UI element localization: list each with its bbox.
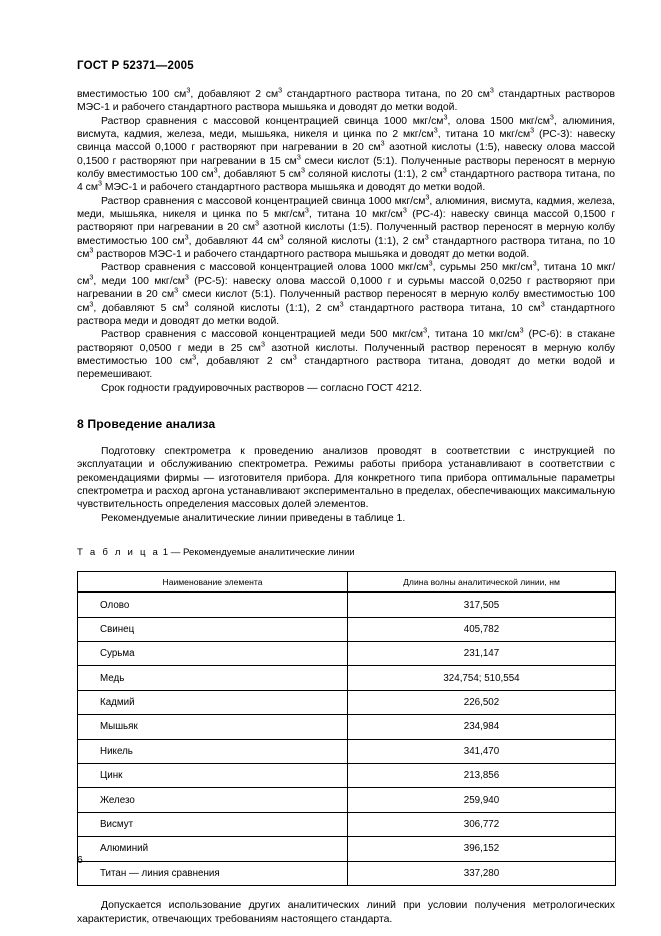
table-row	[78, 617, 616, 641]
text-run: , добавляют 44 см	[188, 235, 280, 247]
text-run: , титана 10 мкг/см	[77, 262, 615, 287]
table-row	[78, 592, 616, 617]
text-run: стандартного раствора меди и доводят до метки водой.	[77, 302, 615, 327]
table-caption-label: Т а б л и ц а	[77, 546, 161, 558]
text-run: , титана 10 мкг/см	[308, 209, 403, 221]
cell-wavelength: 396,152	[348, 837, 616, 861]
superscript-cubic: 3	[425, 192, 430, 202]
table-row	[78, 788, 616, 812]
column-header-element-name: Наименование элемента	[78, 572, 348, 593]
table-row	[78, 739, 616, 763]
spacer	[77, 525, 615, 547]
text-run: азотной кислоты. Полученный раствор переносят в мерную колбу вместимостью 100 см	[77, 342, 615, 367]
text-run: азотной кислоты (1:5), навеску олова массой 0,1500 г растворяют при нагревании в 15 см	[77, 142, 615, 167]
paragraph-flask-prep	[77, 85, 616, 115]
cell-element-name: Цинк	[78, 764, 348, 788]
page-header-standard-number: ГОСТ Р 52371—2005	[77, 60, 194, 72]
cell-wavelength: 317,505	[348, 592, 616, 617]
table-row	[78, 837, 616, 861]
cell-wavelength: 231,147	[348, 642, 616, 666]
superscript-cubic: 3	[428, 259, 433, 268]
superscript-cubic: 3	[532, 259, 537, 268]
cell-wavelength: 234,984	[348, 715, 616, 739]
superscript-cubic: 3	[260, 339, 265, 349]
paragraph-rs5-solution	[77, 261, 615, 328]
superscript-cubic: 3	[540, 299, 545, 309]
cell-wavelength: 341,470	[348, 739, 616, 763]
superscript-cubic: 3	[184, 232, 189, 242]
superscript-cubic: 3	[443, 112, 448, 122]
spacer	[77, 558, 615, 571]
text-run: стандартного раствора титана, по 10 см	[77, 235, 615, 261]
table-caption	[77, 547, 615, 558]
table-row	[78, 861, 616, 885]
spacer	[77, 886, 615, 899]
superscript-cubic: 3	[300, 165, 305, 175]
table-caption-number: 1	[162, 546, 169, 558]
page-number: 6	[77, 855, 83, 866]
cell-element-name: Алюминий	[78, 837, 348, 861]
superscript-cubic: 3	[278, 85, 283, 95]
table-row	[78, 642, 616, 666]
text-run: смеси кислот (5:1). Полученные растворы переносят в мерную колбу вместимостью 100 см	[77, 155, 616, 181]
text-run: Раствор сравнения с массовой концентрацией свинца 1000 мкг/см	[101, 115, 444, 127]
cell-element-name: Висмут	[78, 812, 348, 836]
cell-wavelength: 337,280	[348, 861, 616, 885]
spacer	[77, 395, 615, 417]
table-row	[78, 666, 616, 690]
paragraph-rs3-solution	[77, 112, 616, 195]
table-body	[78, 592, 616, 885]
superscript-cubic: 3	[424, 232, 429, 242]
paragraph-spectrometer-prep: Подготовку спектрометра к проведению анализов проводят в соответствии с инструкцией по эксплуатации и обслуживанию спектрометра. Режимы работы прибора устанавливают в соответствии с рекомендациями фирмы — изготовителя прибора. Для конкретного типа прибора оптимальные параметры спектрометра и расход аргона устанавливают экспериментально в пределах, обеспечивающих максимальную чувствительность определения массовых долей элементов.	[77, 445, 615, 511]
text-run: , титана 10 мкг/см	[427, 329, 520, 341]
text-run: , добавляют 2 см	[190, 89, 279, 100]
text-run: (РС-3): навеску свинца массой 0,1000 г растворяют при нагревании в 20 см	[77, 129, 616, 154]
superscript-cubic: 3	[304, 205, 309, 215]
document-body	[77, 85, 616, 926]
cell-wavelength: 405,782	[348, 617, 616, 641]
cell-element-name: Медь	[78, 666, 348, 690]
table-header-row	[78, 572, 616, 593]
section-heading-8: 8 Проведение анализа	[77, 416, 216, 431]
superscript-cubic: 3	[549, 112, 554, 122]
superscript-cubic: 3	[89, 245, 94, 255]
table-row	[78, 690, 616, 714]
cell-element-name: Сурьма	[78, 642, 348, 666]
text-run: (РС-6): в стакане растворяют 0,0500 г меди в 25 см	[77, 329, 616, 354]
table-row	[78, 715, 616, 739]
cell-wavelength: 213,856	[348, 764, 616, 788]
superscript-cubic: 3	[279, 232, 284, 242]
text-run: , добавляют 5 см	[93, 302, 185, 314]
superscript-cubic: 3	[433, 125, 438, 135]
text-run: , меди 100 мкг/см	[93, 275, 185, 287]
superscript-cubic: 3	[184, 272, 189, 282]
text-run: соляной кислоты (1:1), 2 см	[283, 235, 425, 247]
superscript-cubic: 3	[89, 299, 94, 309]
text-run: растворов МЭС-1 и рабочего стандартного раствора мышьяка и доводят до метки водой.	[93, 249, 530, 261]
text-run: азотной кислоты (1:5). Полученный раствор переносят в мерную колбу вместимостью 100 см	[77, 222, 615, 247]
text-run: Раствор сравнения с массовой концентрацией олова 1000 мкг/см	[101, 262, 429, 274]
superscript-cubic: 3	[442, 165, 447, 175]
text-run: Раствор сравнения с массовой концентрацией меди 500 мкг/см	[101, 329, 424, 341]
cell-element-name: Железо	[78, 788, 348, 812]
superscript-cubic: 3	[255, 218, 259, 228]
table-row	[78, 764, 616, 788]
table-row	[78, 812, 616, 836]
text-run: стандартного раствора титана, по 20 см	[282, 89, 490, 100]
text-run: соляной кислоты (1:1), 2 см	[304, 169, 443, 181]
text-run: вместимостью 100 см	[77, 89, 187, 100]
table-caption-text: Рекомендуемые аналитические линии	[183, 546, 355, 558]
cell-element-name: Олово	[78, 592, 348, 617]
text-run: стандартного раствора титана, по 4 см	[77, 169, 615, 194]
text-run: , алюминия, висмута, кадмия, железа, меди, мышьяка, никеля и цинка по 5 мкг/см	[77, 195, 615, 221]
superscript-cubic: 3	[296, 152, 301, 162]
superscript-cubic: 3	[184, 299, 189, 309]
cell-element-name: Мышьяк	[78, 715, 348, 739]
superscript-cubic: 3	[530, 125, 535, 135]
text-run: (РС-4): навеску свинца массой 0,1500 г растворяют при нагревании в 20 см	[77, 209, 616, 234]
superscript-cubic: 3	[489, 85, 494, 95]
cell-element-name: Свинец	[78, 617, 348, 641]
superscript-cubic: 3	[98, 178, 103, 188]
paragraph-recommended-lines-ref: Рекомендуемые аналитические линии приведены в таблице 1.	[101, 512, 406, 524]
text-run: (РС-5): навеску олова массой 0,1000 г и сурьмы массой 0,0250 г растворяют при нагревании в 20 см	[77, 275, 615, 301]
cell-wavelength: 306,772	[348, 812, 616, 836]
text-run: соляной кислоты (1:1), 2 см	[188, 302, 340, 314]
text-run: , добавляют 2 см	[196, 355, 293, 367]
text-run: стандартных растворов МЭС-1 и рабочего стандартного раствора мышьяка и доводят до метки водой.	[77, 89, 616, 114]
superscript-cubic: 3	[380, 138, 385, 148]
superscript-cubic: 3	[213, 165, 218, 175]
analytical-lines-table	[77, 571, 616, 886]
cell-element-name: Никель	[78, 739, 348, 763]
superscript-cubic: 3	[174, 285, 179, 295]
cell-wavelength: 259,940	[348, 788, 616, 812]
text-run: , титана 10 мкг/см	[437, 129, 531, 141]
text-run: стандартного раствора титана, 10 см	[343, 302, 541, 314]
cell-wavelength: 226,502	[348, 690, 616, 714]
text-run: , добавляют 5 см	[217, 169, 301, 181]
text-run: , олова 1500 мкг/см	[447, 115, 550, 127]
text-run: смеси кислот (5:1). Полученный раствор переносят в мерную колбу вместимостью 100 см	[77, 289, 615, 314]
paragraph-rs6-solution	[77, 325, 616, 381]
text-run: стандартного раствора титана, доводят до метки водой и перемешивают.	[77, 355, 615, 381]
paragraph-rs4-solution	[77, 192, 616, 262]
cell-element-name: Титан — линия сравнения	[78, 861, 348, 885]
superscript-cubic: 3	[292, 352, 297, 362]
superscript-cubic: 3	[402, 205, 407, 215]
superscript-cubic: 3	[192, 352, 197, 362]
text-run: , алюминия, висмута, кадмия, железа, меди, мышьяка, никеля и цинка по 2 мкг/см	[77, 115, 616, 141]
cell-wavelength: 324,754; 510,554	[348, 666, 616, 690]
table-header	[78, 572, 616, 593]
spacer	[77, 431, 615, 445]
text-run: МЭС-1 и рабочего стандартного раствора мышьяка и доводят до метки водой.	[102, 182, 486, 194]
superscript-cubic: 3	[519, 325, 524, 335]
superscript-cubic: 3	[186, 85, 191, 95]
paragraph-shelf-life: Срок годности градуировочных растворов — согласно ГОСТ 4212.	[101, 382, 423, 394]
paragraph-other-lines-allowed: Допускается использование других аналитических линий при условии получения метрологических характеристик, отвечающих требованиям настоящего стандарта.	[77, 900, 615, 925]
superscript-cubic: 3	[339, 299, 344, 309]
superscript-cubic: 3	[423, 325, 428, 335]
column-header-wavelength: Длина волны аналитической линии, нм	[348, 572, 616, 593]
text-run: , сурьмы 250 мкг/см	[432, 262, 533, 274]
text-run: Раствор сравнения с массовой концентрацией свинца 1000 мкг/см	[101, 195, 426, 207]
table-caption-dash: —	[170, 546, 181, 558]
cell-element-name: Кадмий	[78, 690, 348, 714]
superscript-cubic: 3	[89, 272, 94, 282]
